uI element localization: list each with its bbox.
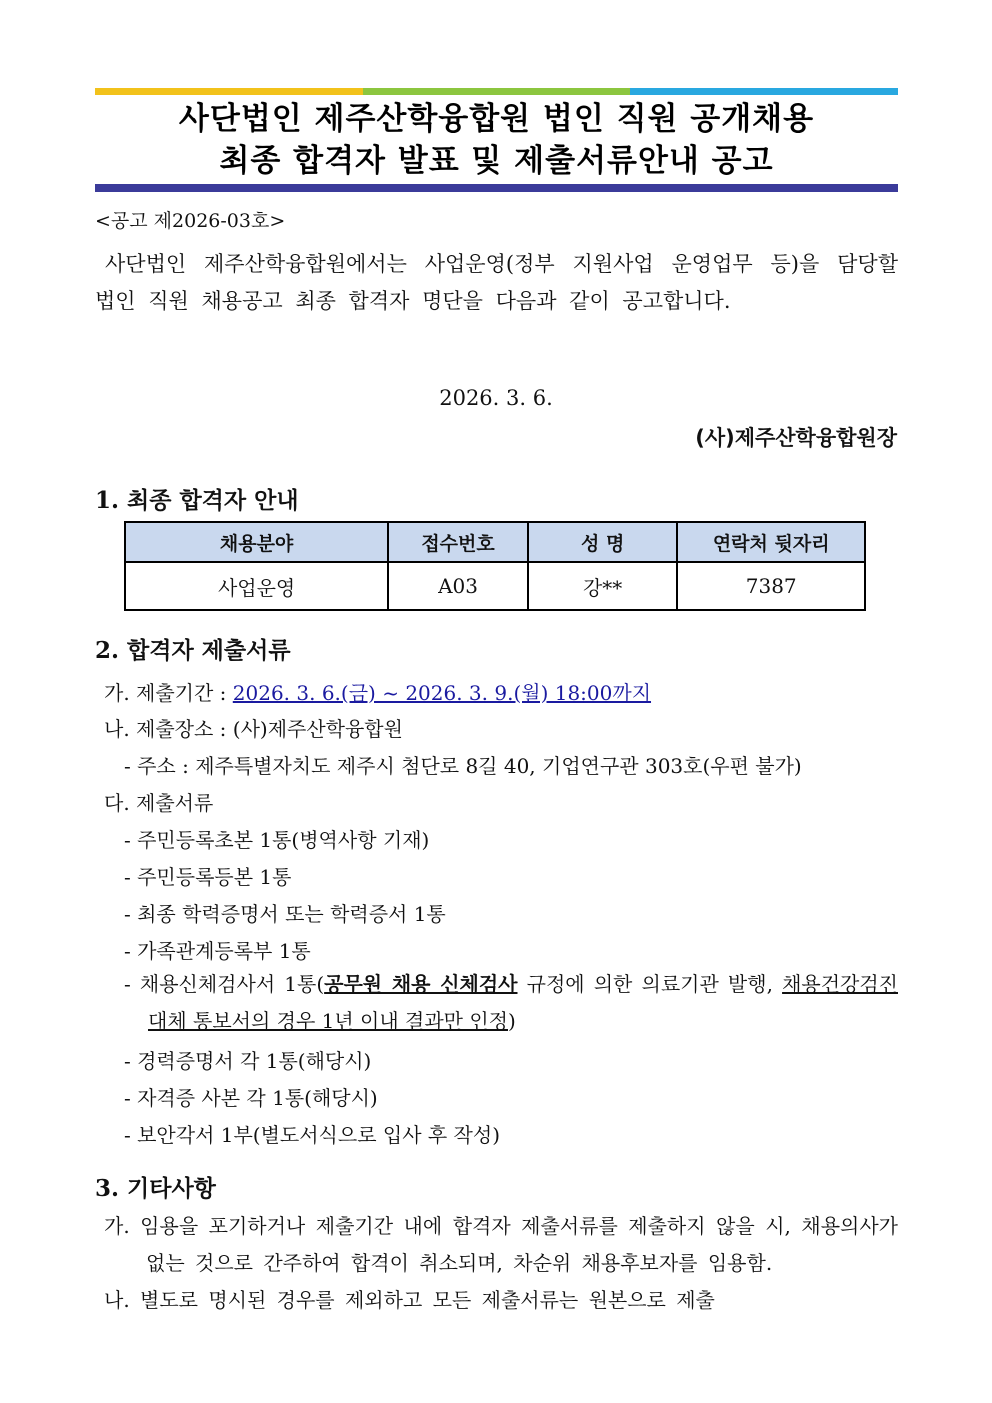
table-cell: 강** [528,562,678,610]
bar-segment-green [363,88,631,95]
bar-segment-blue [630,88,898,95]
submission-place: 나. 제출장소 : (사)제주산학융합원 [104,717,403,741]
title-bottom-bar [95,184,898,192]
final-result-table [124,521,866,611]
document-item: - 경력증명서 각 1통(해당시) [124,1049,372,1073]
health-check-text [124,966,898,1040]
document-item: - 주민등록초본 1통(병역사항 기재) [124,828,430,852]
other-notes [104,1208,898,1319]
submission-period-value: 2026. 3. 6.(금) ~ 2026. 3. 9.(월) 18:00까지 [232,681,652,705]
title-line-1: 사단법인 제주산학융합원 법인 직원 공개채용 [178,101,815,137]
submission-period-label: 가. 제출기간 : [104,681,233,705]
notice-number: <공고 제2026-03호> [95,210,286,232]
document-item: - 최종 학력증명서 또는 학력증서 1통 [124,902,446,926]
document-item-health-check [124,966,898,1040]
other-note-item: 나. 별도로 명시된 경우를 제외하고 모든 제출서류는 원본으로 제출 [104,1288,715,1312]
document-item: - 보안각서 1부(별도서식으로 입사 후 작성) [124,1123,500,1147]
document-item: - 주민등록등본 1통 [124,865,292,889]
table-header-row [125,522,865,562]
section-2-heading: 2. 합격자 제출서류 [95,637,291,664]
title-line-2: 최종 합격자 발표 및 제출서류안내 공고 [219,143,774,179]
table-cell: 7387 [677,562,865,610]
title-top-color-bar [95,88,898,95]
table-cell: 사업운영 [125,562,388,610]
documents-label: 다. 제출서류 [104,791,214,815]
health-check-note: 채용건강검진 대체 통보서의 경우 1년 이내 결과만 인정 [148,972,898,1033]
intro-paragraph: 사단법인 제주산학융합원에서는 사업운영(정부 지원사업 운영업무 등)을 담당할 법인 직원 채용공고 최종 합격자 명단을 다음과 같이 공고합니다. [95,252,898,313]
document-title [95,98,898,182]
section-3-heading: 3. 기타사항 [95,1175,216,1202]
column-header: 성 명 [528,522,678,562]
health-check-mid: 규정에 의한 의료기관 발행, [517,972,783,996]
document-item: - 자격증 사본 각 1통(해당시) [124,1086,378,1110]
document-item: - 가족관계등록부 1통 [124,939,311,963]
other-note-item: 가. 임용을 포기하거나 제출기간 내에 합격자 제출서류를 제출하지 않을 시, 채용의사가 없는 것으로 간주하여 합격이 취소되며, 차순위 채용후보자를 임용함. [104,1214,898,1275]
notice-date: 2026. 3. 6. [439,386,553,410]
table-row [125,562,865,610]
health-check-suffix: ) [508,1009,516,1033]
health-check-rule: 공무원 채용 신체검사 [324,972,518,996]
health-check-prefix: - 채용신체검사서 1통( [124,972,325,996]
table-cell: A03 [388,562,528,610]
section-1-heading: 1. 최종 합격자 안내 [95,487,299,514]
column-header: 채용분야 [125,522,388,562]
signer: (사)제주산학융합원장 [695,426,897,450]
column-header: 접수번호 [388,522,528,562]
bar-segment-yellow [95,88,363,95]
column-header: 연락처 뒷자리 [677,522,865,562]
submission-period [104,677,651,706]
submission-address: - 주소 : 제주특별자치도 제주시 첨단로 8길 40, 기업연구관 303호(우편 불가) [124,754,802,778]
